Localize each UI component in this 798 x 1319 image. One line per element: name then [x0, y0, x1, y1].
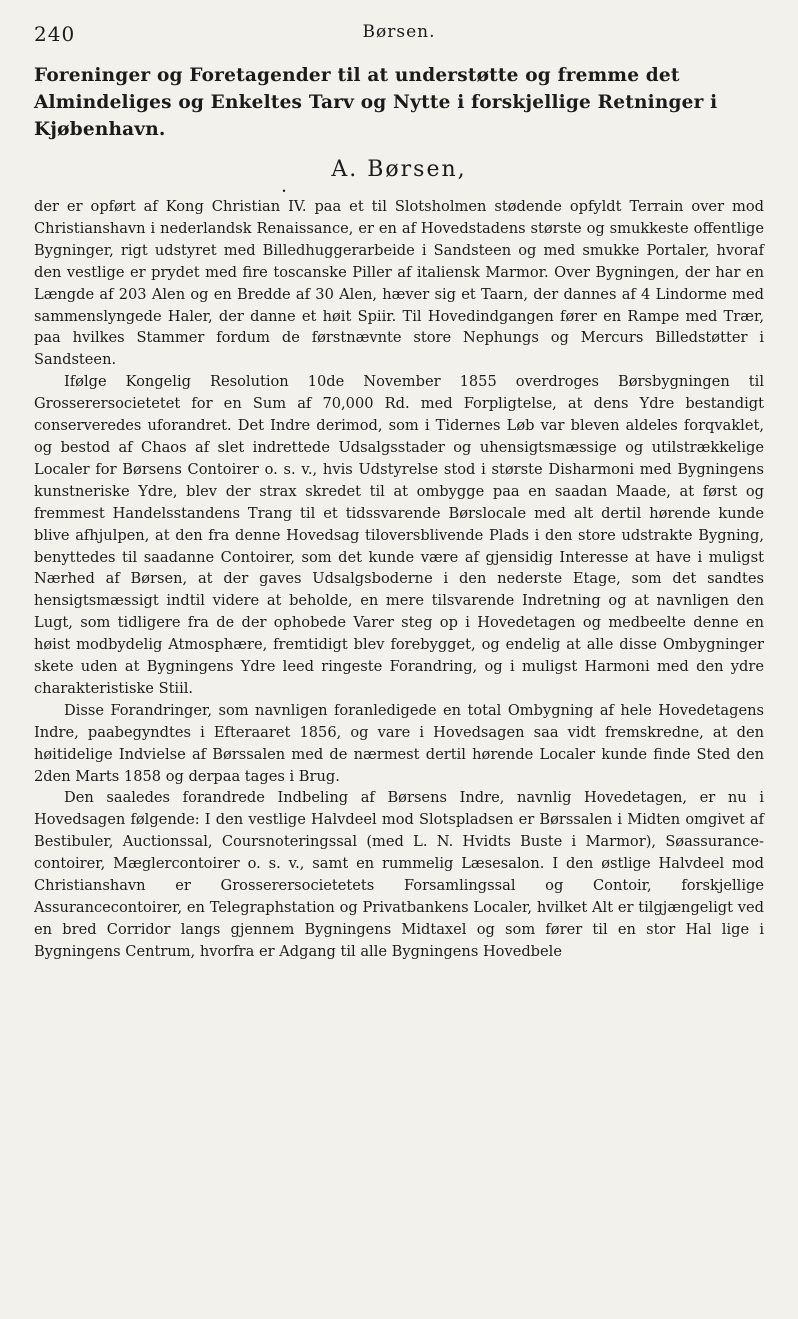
section-heading	[34, 157, 764, 182]
paragraph-1: der er opført af Kong Christian IV. paa et til Slotsholmen stødende opfyldt Terrain over mod Christianshavn i nederlandsk Renaissance, er en af Hovedstadens største og smukkeste offentlige Bygninger, rigt udstyret med Billedhuggerarbeide i Sandsteen og med smukke Portaler, hvoraf den vestlige er prydet med fire toscanske Piller af italiensk Marmor. Over Bygningen, der har en Længde af 203 Alen og en Bredde af 30 Alen, hæver sig et Taarn, der dannes af 4 Lindorme med sammenslyngede Haler, der danne et høit Spiir. Til Hovedindgangen fører en Rampe med Trær, paa hvilkes Stammer fordum de førstnævnte store Nephungs og Mercurs Billedstøtter i Sandsteen.	[34, 198, 764, 369]
paragraph-2: Ifølge Kongelig Resolution 10de November 1855 overdroges Børsbygningen til Grosserersocietetet for en Sum af 70,000 Rd. med Forpligtelse, at dens Ydre bestandigt conserveredes uforandret. Det Indre derimod, som i Tidernes Løb var bleven aldeles forqvaklet, og bestod af Chaos af slet indrettede Udsalgsstader og uhensigtsmæssige og utilstrækkelige Localer for Børsens Contoirer o. s. v., hvis Udstyrelse stod i største Disharmoni med Bygningens kunstneriske Ydre, blev der strax skredet til at ombygge paa en saadan Maade, at først og fremmest Handelsstandens Trang til et tidssvarende Børslocale med alt dertil hørende kunde blive afhjulpen, at den fra denne Hovedsag tiloversblivende Plads i den store udstrakte Bygning, benyttedes til saadanne Contoirer, som det kunde være af gjensidig Interesse at have i muligst Nærhed af Børsen, at der gaves Udsalgsboderne i den nederste Etage, som det sandtes hensigtsmæssigt indtil videre at beholde, en mere tilsvarende Indretning og at navnligen den Lugt, som tidligere fra de der ophobede Varer steg op i Hovedetagen og medbeelte denne en høist modbydelig Atmosphære, fremtidigt blev forebygget, og endelig at alle disse Ombygninger skete uden at Bygningens Ydre leed ringeste Forandring, og i muligst Harmoni med den ydre charakteristiske Stiil.	[34, 373, 764, 697]
running-title: Børsen.	[362, 22, 436, 42]
paragraph-4: Den saaledes forandrede Indbeling af Børsens Indre, navnlig Hovedetagen, er nu i Hovedsagen følgende: I den vestlige Halvdeel mod Slotspladsen er Børssalen i Midten omgivet af Bestibuler, Auctionssal, Coursnoteringssal (med L. N. Hvidts Buste i Marmor), Søassurance-contoirer, Mæglercontoirer o. s. v., samt en rummelig Læsesalon. I den østlige Halvdeel mod Christianshavn er Grosserersocietetets Forsamlingssal og Contoir, forskjellige Assurancecontoirer, en Telegraphstation og Privatbankens Localer, hvilket Alt er tilgjængeligt ved en bred Corridor langs gjennem Bygningens Midtaxel og som fører til en stor Hal lige i Bygningens Centrum, hvorfra er Adgang til alle Bygningens Hovedbele	[34, 789, 764, 960]
body-text	[34, 196, 764, 963]
page-number: 240	[34, 22, 76, 46]
running-head	[34, 22, 764, 56]
chapter-heading: Foreninger og Foretagender til at understøtte og fremme det Almindeliges og Enkeltes Tarv og Nytte i forskjellige Retninger i Kjøbenhavn.	[34, 65, 718, 140]
section-heading-text: A. Børsen,	[331, 157, 467, 182]
ornament-dot: •	[281, 187, 287, 196]
paragraph-3: Disse Forandringer, som navnligen foranledigede en total Ombygning af hele Hovedetagens Indre, paabegyndtes i Efteraaret 1856, og vare i Hovedsagen saa vidt fremskredne, at den høitidelige Indvielse af Børssalen med de nærmest dertil hørende Localer kunde finde Sted den 2den Marts 1858 og derpaa tages i Brug.	[34, 701, 764, 785]
